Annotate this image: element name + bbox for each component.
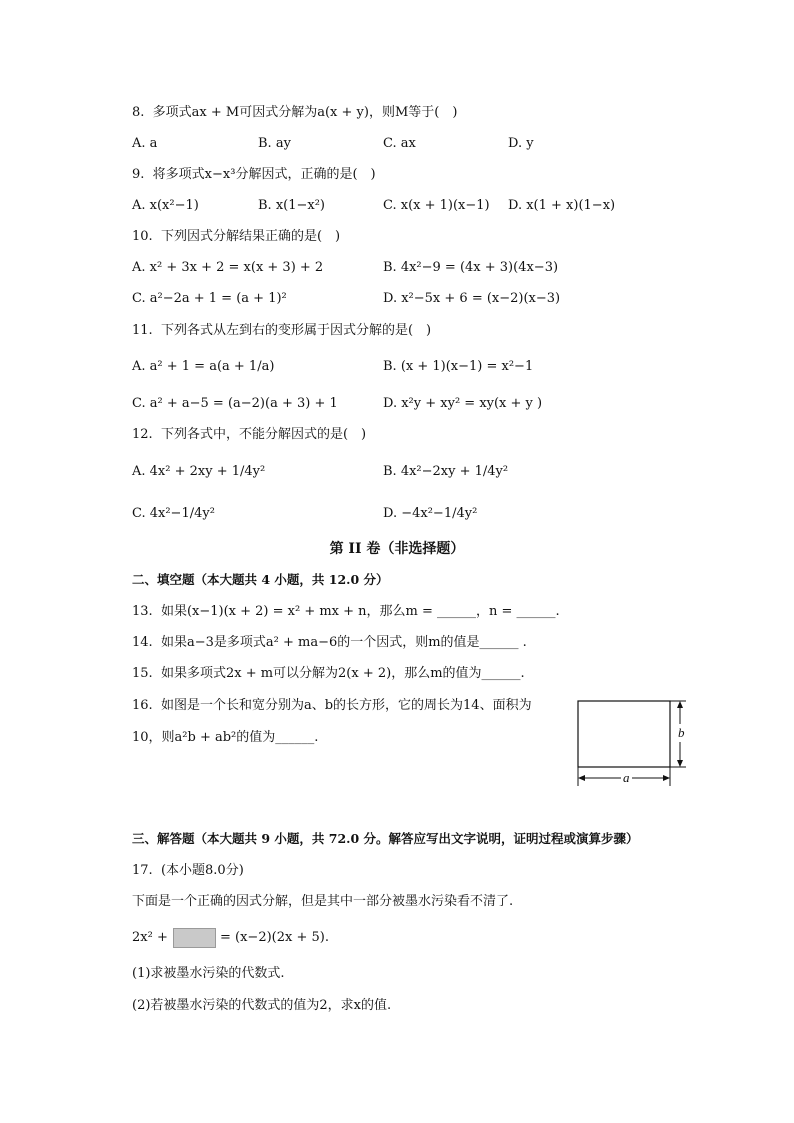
question-12 xyxy=(132,426,366,444)
q17-part-1: (1)求被墨水污染的代数式. xyxy=(132,966,285,981)
q17-num: 17. xyxy=(132,863,153,878)
question-9 xyxy=(132,166,376,184)
q10-opt-c: C. a²−2a + 1 = (a + 1)² xyxy=(132,291,287,306)
section-answer-heading: 三、解答题（本大题共 9 小题，共 72.0 分。解答应写出文字说明，证明过程或演算步骤） xyxy=(132,831,639,846)
q10-opt-d: D. x²−5x + 6 = (x−2)(x−3) xyxy=(383,291,561,306)
q11-opt-c: C. a² + a−5 = (a−2)(a + 3) + 1 xyxy=(132,396,338,411)
q8-num: 8. xyxy=(132,105,145,120)
q14-text: 如果a−3是多项式a² + ma−6的一个因式，则m的值是______ . xyxy=(160,635,527,650)
q11-opt-a: A. a² + 1 = a(a + 1/a) xyxy=(132,359,275,374)
q17-eq-left: 2x² + xyxy=(132,930,168,945)
label-a: a xyxy=(623,770,630,785)
q9-opt-d: D. x(1 + x)(1−x) xyxy=(508,198,616,213)
q12-opt-b: B. 4x²−2xy + 1/4y² xyxy=(383,464,509,479)
q9-num: 9. xyxy=(132,167,145,182)
q8-opt-c: C. ax xyxy=(383,136,416,151)
q13-num: 13. xyxy=(132,604,153,619)
q10-stem: 下列因式分解结果正确的是( ) xyxy=(160,229,341,244)
q9-stem: 将多项式x−x³分解因式，正确的是( ) xyxy=(152,167,376,182)
q10-opt-a: A. x² + 3x + 2 = x(x + 3) + 2 xyxy=(132,260,324,275)
q10-opt-b: B. 4x²−9 = (4x + 3)(4x−3) xyxy=(383,260,559,275)
q9-opt-b: B. x(1−x²) xyxy=(258,198,325,213)
question-17 xyxy=(132,862,244,880)
question-16 xyxy=(132,697,532,715)
q9-opt-a: A. x(x²−1) xyxy=(132,198,199,213)
question-8 xyxy=(132,104,457,122)
rectangle-figure xyxy=(572,696,694,792)
q10-num: 10. xyxy=(132,229,153,244)
question-13 xyxy=(132,603,560,621)
part2-title: 第 II 卷（非选择题） xyxy=(329,541,465,557)
q11-opt-b: B. (x + 1)(x−1) = x²−1 xyxy=(383,359,534,374)
q12-stem: 下列各式中，不能分解因式的是( ) xyxy=(160,427,367,442)
q14-num: 14. xyxy=(132,635,153,650)
q12-opt-d: D. −4x²−1/4y² xyxy=(383,506,478,521)
q8-opt-d: D. y xyxy=(508,136,534,151)
ink-blot xyxy=(173,928,216,948)
q8-stem: 多项式ax + M可因式分解为a(x + y)，则M等于( ) xyxy=(152,105,458,120)
q11-num: 11. xyxy=(132,323,153,338)
q15-num: 15. xyxy=(132,666,153,681)
q8-opt-a: A. a xyxy=(132,136,158,151)
label-b: b xyxy=(678,725,685,740)
q17-eq-right: = (x−2)(2x + 5). xyxy=(220,930,329,945)
question-11 xyxy=(132,322,431,340)
q11-opt-d: D. x²y + xy² = xy(x + y ) xyxy=(383,396,543,411)
question-14 xyxy=(132,634,527,652)
question-10 xyxy=(132,228,340,246)
q9-opt-c: C. x(x + 1)(x−1) xyxy=(383,198,490,213)
q17-part-2: (2)若被墨水污染的代数式的值为2，求x的值. xyxy=(132,998,392,1013)
q13-text: 如果(x−1)(x + 2) = x² + mx + n，那么m = ______，n = ______. xyxy=(160,604,560,619)
q16-line2: 10，则a²b + ab²的值为______. xyxy=(132,730,319,745)
section-fill-in-heading: 二、填空题（本大题共 4 小题，共 12.0 分） xyxy=(132,572,389,587)
q11-stem: 下列各式从左到右的变形属于因式分解的是( ) xyxy=(160,323,432,338)
q17-score: (本小题8.0分) xyxy=(160,863,244,878)
q8-opt-b: B. ay xyxy=(258,136,291,151)
q12-num: 12. xyxy=(132,427,153,442)
q17-intro: 下面是一个正确的因式分解，但是其中一部分被墨水污染看不清了. xyxy=(132,894,514,909)
q15-text: 如果多项式2x + m可以分解为2(x + 2)，那么m的值为______. xyxy=(160,666,525,681)
q12-opt-a: A. 4x² + 2xy + 1/4y² xyxy=(132,464,266,479)
q12-opt-c: C. 4x²−1/4y² xyxy=(132,506,215,521)
q16-num: 16. xyxy=(132,698,153,713)
q16-line1: 如图是一个长和宽分别为a、b的长方形，它的周长为14、面积为 xyxy=(160,698,532,713)
question-15 xyxy=(132,665,525,683)
